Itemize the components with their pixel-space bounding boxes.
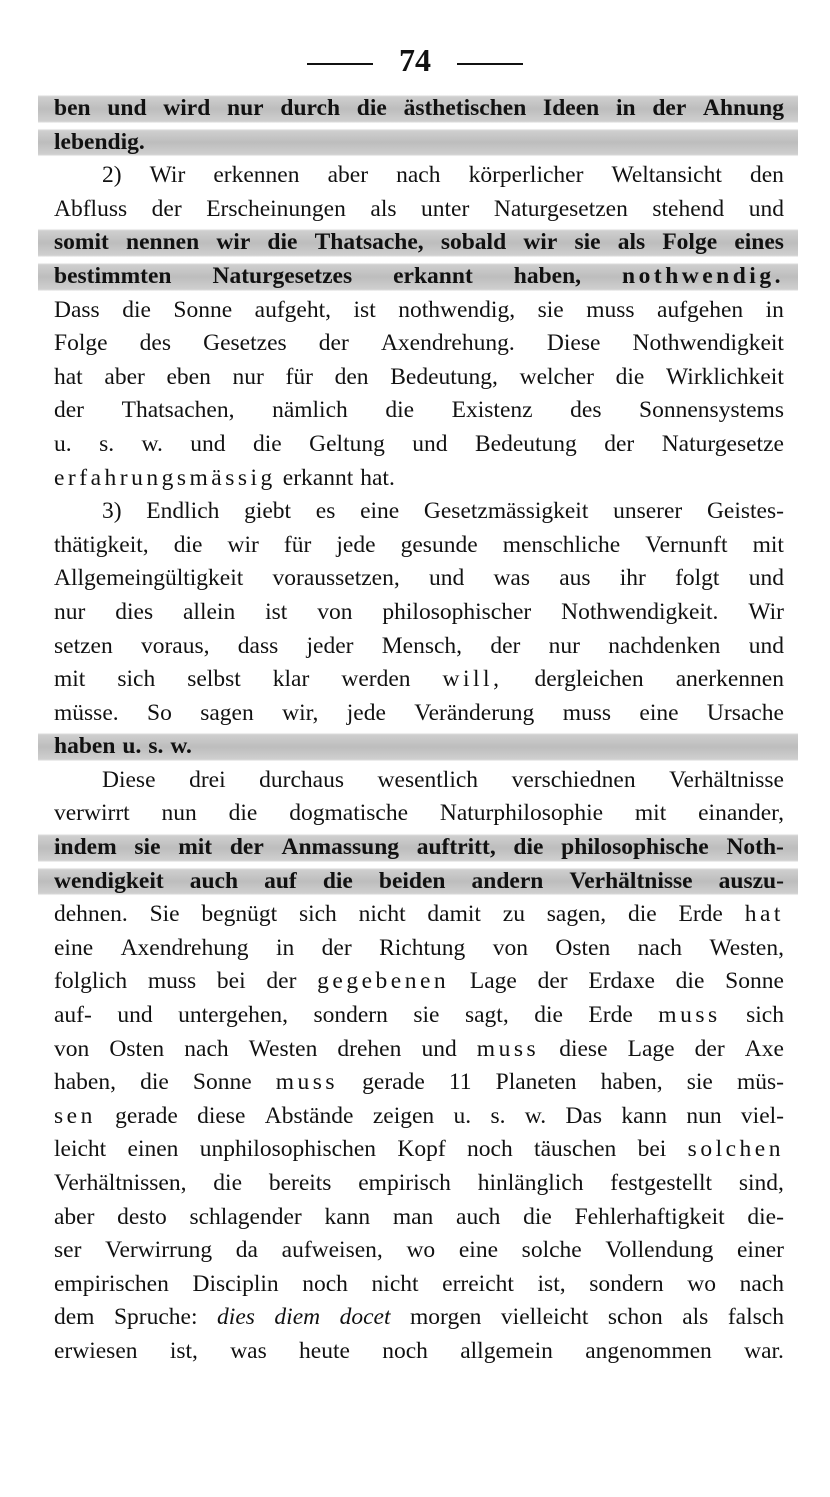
text-line: thätigkeit, die wir für jede gesunde menschliche Vernunft mit xyxy=(54,531,784,558)
page-number xyxy=(0,42,830,79)
text-line: 2) Wir erkennen aber nach körperlicher Weltansicht den xyxy=(102,162,784,189)
text-line: erwiesen ist, was heute noch allgemein angenommen war. xyxy=(54,1337,784,1364)
text-line: erfahrungsmässig erkannt hat. xyxy=(54,464,395,491)
text-line: lebendig. xyxy=(38,126,798,160)
right-dash xyxy=(457,63,523,65)
text-line: leicht einen unphilosophischen Kopf noch täuschen bei solchen xyxy=(54,1136,784,1163)
text-line: auf- und untergehen, sondern sie sagt, die Erde muss sich xyxy=(54,1002,784,1029)
text-line: dehnen. Sie begnügt sich nicht damit zu sagen, die Erde hat xyxy=(54,901,784,928)
text-line: von Osten nach Westen drehen und muss diese Lage der Axe xyxy=(54,1035,784,1062)
text-line: der Thatsachen, nämlich die Existenz des Sonnensystems xyxy=(54,397,784,424)
text-line: setzen voraus, dass jeder Mensch, der nur nachdenken und xyxy=(54,632,784,659)
text-line: u. s. w. und die Geltung und Bedeutung der Naturgesetze xyxy=(54,430,784,457)
text-line: aber desto schlagender kann man auch die Fehlerhaftigkeit die- xyxy=(54,1203,784,1230)
page-number-text: 74 xyxy=(399,42,431,78)
text-line: folglich muss bei der gegebenen Lage der Erdaxe die Sonne xyxy=(54,968,784,995)
text-line: haben, die Sonne muss gerade 11 Planeten haben, sie müs- xyxy=(54,1069,784,1096)
text-line: hat aber eben nur für den Bedeutung, welcher die Wirklichkeit xyxy=(54,363,784,390)
text-line: dem Spruche: dies diem docet morgen vielleicht schon als falsch xyxy=(54,1304,784,1331)
text-line: nur dies allein ist von philosophischer Nothwendigkeit. Wir xyxy=(54,598,784,625)
text-line: Dass die Sonne aufgeht, ist nothwendig, sie muss aufgehen in xyxy=(54,296,784,323)
text-line: 3) Endlich giebt es eine Gesetzmässigkeit unserer Geistes- xyxy=(102,498,784,525)
text-line: eine Axendrehung in der Richtung von Osten nach Westen, xyxy=(54,934,784,961)
left-dash xyxy=(307,63,373,65)
text-line: Allgemeingültigkeit voraussetzen, und was aus ihr folgt und xyxy=(54,565,784,592)
text-line: sen gerade diese Abstände zeigen u. s. w. Das kann nun viel- xyxy=(54,1102,784,1129)
text-line: Verhältnissen, die bereits empirisch hinlänglich festgestellt sind, xyxy=(54,1170,784,1196)
text-line: empirischen Disciplin noch nicht erreicht ist, sondern wo nach xyxy=(54,1270,784,1297)
text-line: mit sich selbst klar werden will, dergleichen anerkennen xyxy=(54,666,784,693)
text-line: Abfluss der Erscheinungen als unter Naturgesetzen stehend und xyxy=(54,195,784,222)
text-line: somit nennen wir die Thatsache, sobald wir sie als Folge eines xyxy=(38,226,798,260)
body-text xyxy=(54,92,784,1369)
text-line: müsse. So sagen wir, jede Veränderung muss eine Ursache xyxy=(54,699,784,726)
text-line: haben u. s. w. xyxy=(38,730,798,764)
text-line: Folge des Gesetzes der Axendrehung. Diese Nothwendigkeit xyxy=(54,330,784,357)
text-line: indem sie mit der Anmassung auftritt, die philosophische Noth- xyxy=(38,831,798,865)
text-line: wendigkeit auch auf die beiden andern Verhältnisse auszu- xyxy=(38,865,798,899)
text-line: bestimmten Naturgesetzes erkannt haben, nothwendig. xyxy=(38,260,798,294)
text-line: ser Verwirrung da aufweisen, wo eine solche Vollendung einer xyxy=(54,1237,784,1264)
text-line: ben und wird nur durch die ästhetischen Ideen in der Ahnung xyxy=(38,92,798,126)
text-line: verwirrt nun die dogmatische Naturphilosophie mit einander, xyxy=(54,800,784,827)
text-line: Diese drei durchaus wesentlich verschiednen Verhältnisse xyxy=(102,766,784,793)
